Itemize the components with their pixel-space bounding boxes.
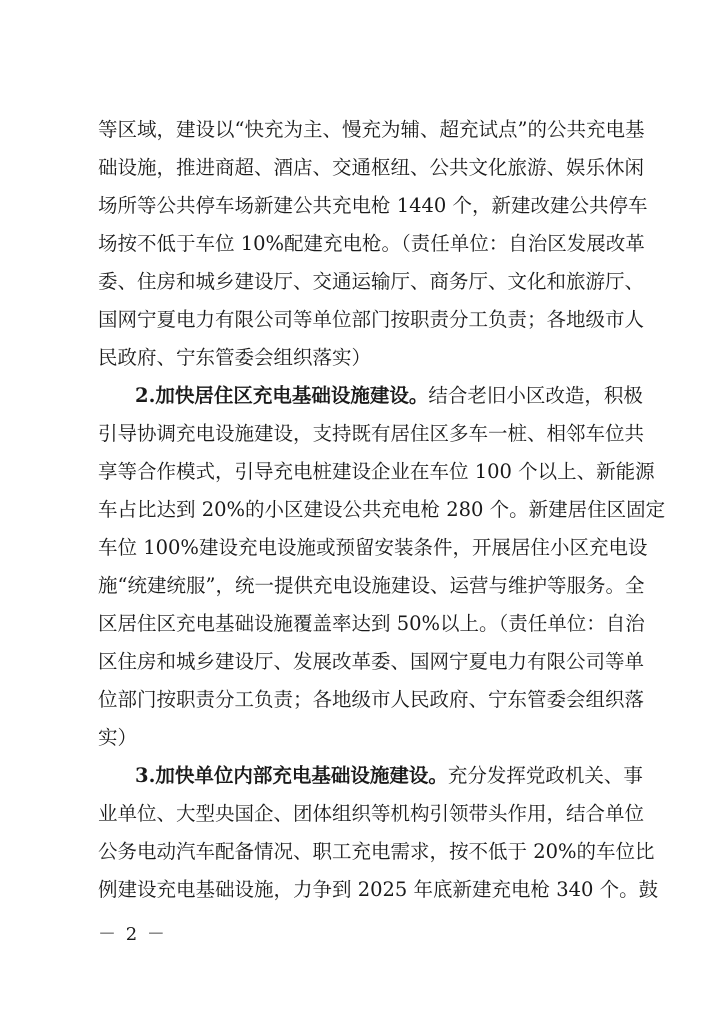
- paragraph-line: 区住房和城乡建设厅、发展改革委、国网宁夏电力有限公司等单: [98, 650, 645, 673]
- paragraph-line: 础设施，推进商超、酒店、交通枢纽、公共文化旅游、娱乐休闲: [98, 156, 645, 179]
- paragraph-line: 委、住房和城乡建设厅、交通运输厅、商务厅、文化和旅游厅、: [98, 270, 645, 293]
- paragraph-line: 位部门按职责分工负责；各地级市人民政府、宁东管委会组织落: [98, 688, 645, 711]
- paragraph-line: 车位 100%建设充电设施或预留安装条件，开展居住小区充电设: [98, 536, 648, 559]
- paragraph-line: 实）: [98, 726, 138, 749]
- paragraph-line: 引导协调充电设施建设，支持既有居住区多车一桩、相邻车位共: [98, 422, 645, 445]
- paragraph-line: 例建设充电基础设施，力争到 2025 年底新建充电枪 340 个。鼓: [98, 878, 659, 901]
- section-3-first-line: [135, 759, 643, 793]
- paragraph-line: 场所等公共停车场新建公共充电枪 1440 个，新建改建公共停车: [98, 194, 648, 217]
- paragraph-line: 民政府、宁东管委会组织落实）: [98, 346, 372, 369]
- paragraph-line: 公务电动汽车配备情况、职工充电需求，按不低于 20%的车位比: [98, 840, 655, 863]
- section-2-first-line: [135, 379, 643, 413]
- paragraph-line: 场按不低于车位 10%配建充电枪。（责任单位：自治区发展改革: [98, 232, 645, 255]
- paragraph-line: 施“统建统服”，统一提供充电设施建设、运营与维护等服务。全: [98, 574, 645, 597]
- paragraph-line: 业单位、大型央国企、团体组织等机构引领带头作用，结合单位: [98, 802, 645, 825]
- page-number: － 2 －: [98, 924, 167, 945]
- paragraph-line: 车占比达到 20%的小区建设公共充电枪 280 个。新建居住区固定: [98, 498, 666, 521]
- paragraph-line: 国网宁夏电力有限公司等单位部门按职责分工负责；各地级市人: [98, 308, 645, 331]
- section-2-text: 结合老旧小区改造，积极: [428, 384, 643, 407]
- section-3-text: 充分发挥党政机关、事: [447, 764, 643, 787]
- paragraph-line: 区居住区充电基础设施覆盖率达到 50%以上。（责任单位：自治: [98, 612, 645, 635]
- paragraph-line: 等区域，建设以“快充为主、慢充为辅、超充试点”的公共充电基: [98, 118, 645, 141]
- section-2-heading: 2.加快居住区充电基础设施建设。: [135, 384, 429, 407]
- section-3-heading: 3.加快单位内部充电基础设施建设。: [135, 764, 448, 787]
- paragraph-line: 享等合作模式，引导充电桩建设企业在车位 100 个以上、新能源: [98, 460, 655, 483]
